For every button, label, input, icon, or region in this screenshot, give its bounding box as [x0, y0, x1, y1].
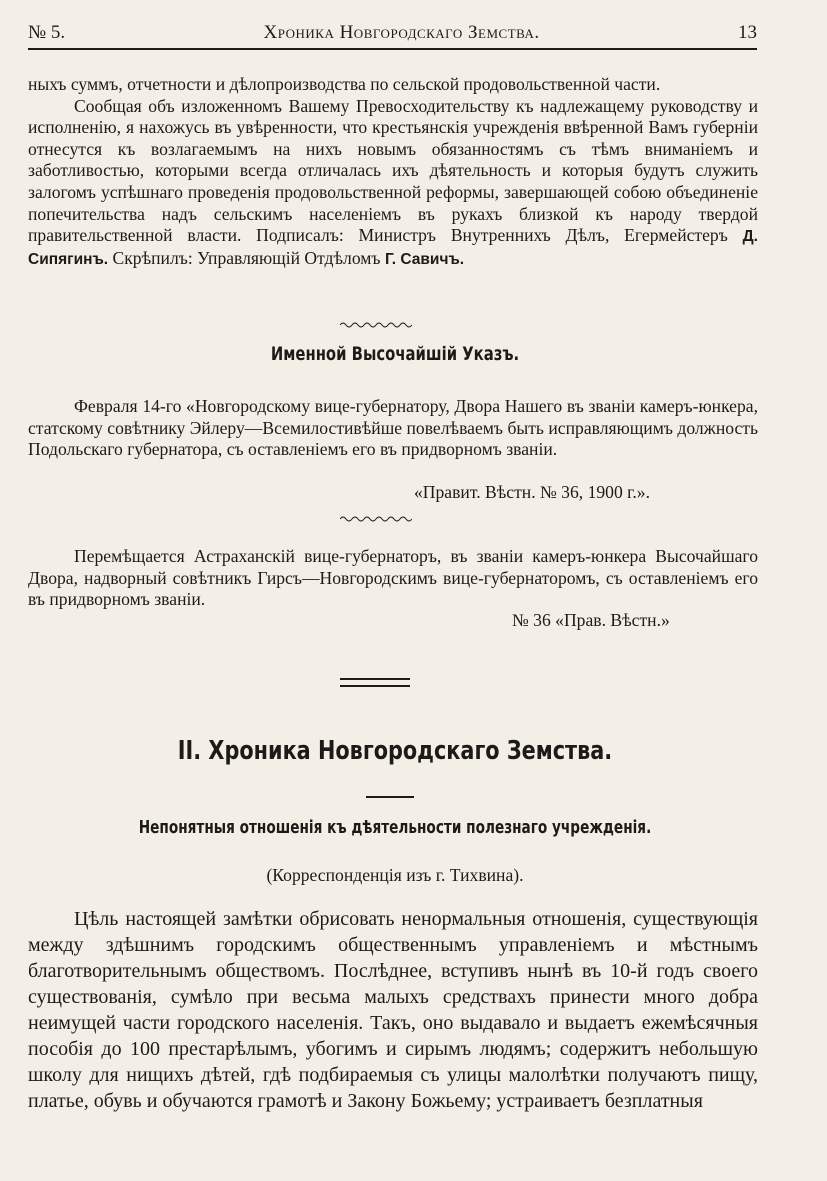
transfer-source: № 36 «Прав. Вѣстн.»	[512, 610, 670, 630]
paragraph-2	[28, 96, 758, 271]
section-heading: II. Хроника Новгородскаго Земства.	[177, 736, 613, 766]
paragraph-1: ныхъ суммъ, отчетности и дѣлопроизводства по сельской продовольственной части.	[28, 74, 661, 94]
wavy-divider-1	[340, 320, 412, 330]
decree-source: «Правит. Вѣстн. № 36, 1900 г.».	[414, 482, 650, 502]
correspondence-line: (Корреспонденція изъ г. Тихвина).	[266, 865, 524, 885]
page-number: 13	[737, 22, 757, 43]
header-rule	[28, 48, 757, 50]
signer-sipyagin: Д. Сипягинъ.	[28, 228, 758, 268]
transfer-paragraph: Перемѣщается Астраханскій вице-губернаторъ, въ званіи камеръ-юнкера Высочайшаго Двора, надворный совѣтникъ Гирсъ—Новгородскимъ вице-губернаторомъ, съ оставленіемъ его въ придворномъ званіи.	[28, 546, 758, 610]
decree-heading: Именной Высочайшій Указъ.	[270, 343, 520, 365]
journal-title: Хроника Новгородскаго Земства.	[263, 22, 540, 43]
article-subheading: Непонятныя отношенія къ дѣятельности полезнаго учрежденія.	[138, 818, 652, 838]
running-head	[28, 22, 757, 48]
transfer-text	[28, 546, 758, 611]
paragraph-continuation	[28, 74, 758, 270]
decree-paragraph: Февраля 14-го «Новгородскому вице-губернатору, Двора Нашего въ званіи камеръ-юнкера, статскому совѣтнику Эйлеру—Всемилостивѣйше повелѣваемъ быть исправляющимъ должность Подольскаго губернатора, съ оставленіемъ его въ придворномъ званіи.	[28, 396, 758, 460]
section-short-rule	[366, 796, 414, 798]
section-double-rule	[340, 678, 410, 687]
article-body	[28, 906, 758, 1114]
decree-text	[28, 396, 758, 461]
wavy-divider-2	[340, 514, 412, 524]
article-paragraph: Цѣль настоящей замѣтки обрисовать ненормальныя отношенія, существующія между здѣшнимъ городскимъ общественнымъ управленіемъ и мѣстнымъ благотворительнымъ обществомъ. Послѣднее, вступивъ нынѣ въ 10-й годъ своего существованія, сумѣло при весьма малыхъ средствахъ принести много добра неимущей части городского населенія. Такъ, оно выдавало и выдаетъ ежемѣсячныя пособія до 100 престарѣлымъ, убогимъ и сирымъ людямъ; содержитъ небольшую школу для нищихъ дѣтей, гдѣ подбираемыя съ улицы малолѣтки получаютъ пищу, платье, обувь и обучаются грамотѣ и Закону Божьему; устраиваетъ безплатныя	[28, 908, 758, 1112]
paragraph-2-body: Сообщая объ изложенномъ Вашему Превосходительству къ надлежащему руководству и исполненію, я нахожусь въ увѣренности, что крестьянскія учрежденія ввѣренной Вамъ губерніи отнесутся къ возлагаемымъ на нихъ новымъ обязанностямъ съ тѣмъ вниманіемъ и заботливостью, которыми всегда отличалась ихъ дѣятельность и которыя будутъ служить залогомъ успѣшнаго проведенія продовольственной реформы, завершающей собою объединеніе попечительства надъ сельскимъ населеніемъ въ рукахъ близкой къ народу твердой правительственной власти. Подписалъ: Министръ Внутреннихъ Дѣлъ, Егермейстеръ	[28, 95, 758, 246]
paragraph-2-middle: Скрѣпилъ: Управляющій Отдѣломъ	[108, 247, 385, 268]
issue-number: № 5.	[28, 22, 66, 43]
signer-savich: Г. Савичъ.	[384, 250, 465, 268]
